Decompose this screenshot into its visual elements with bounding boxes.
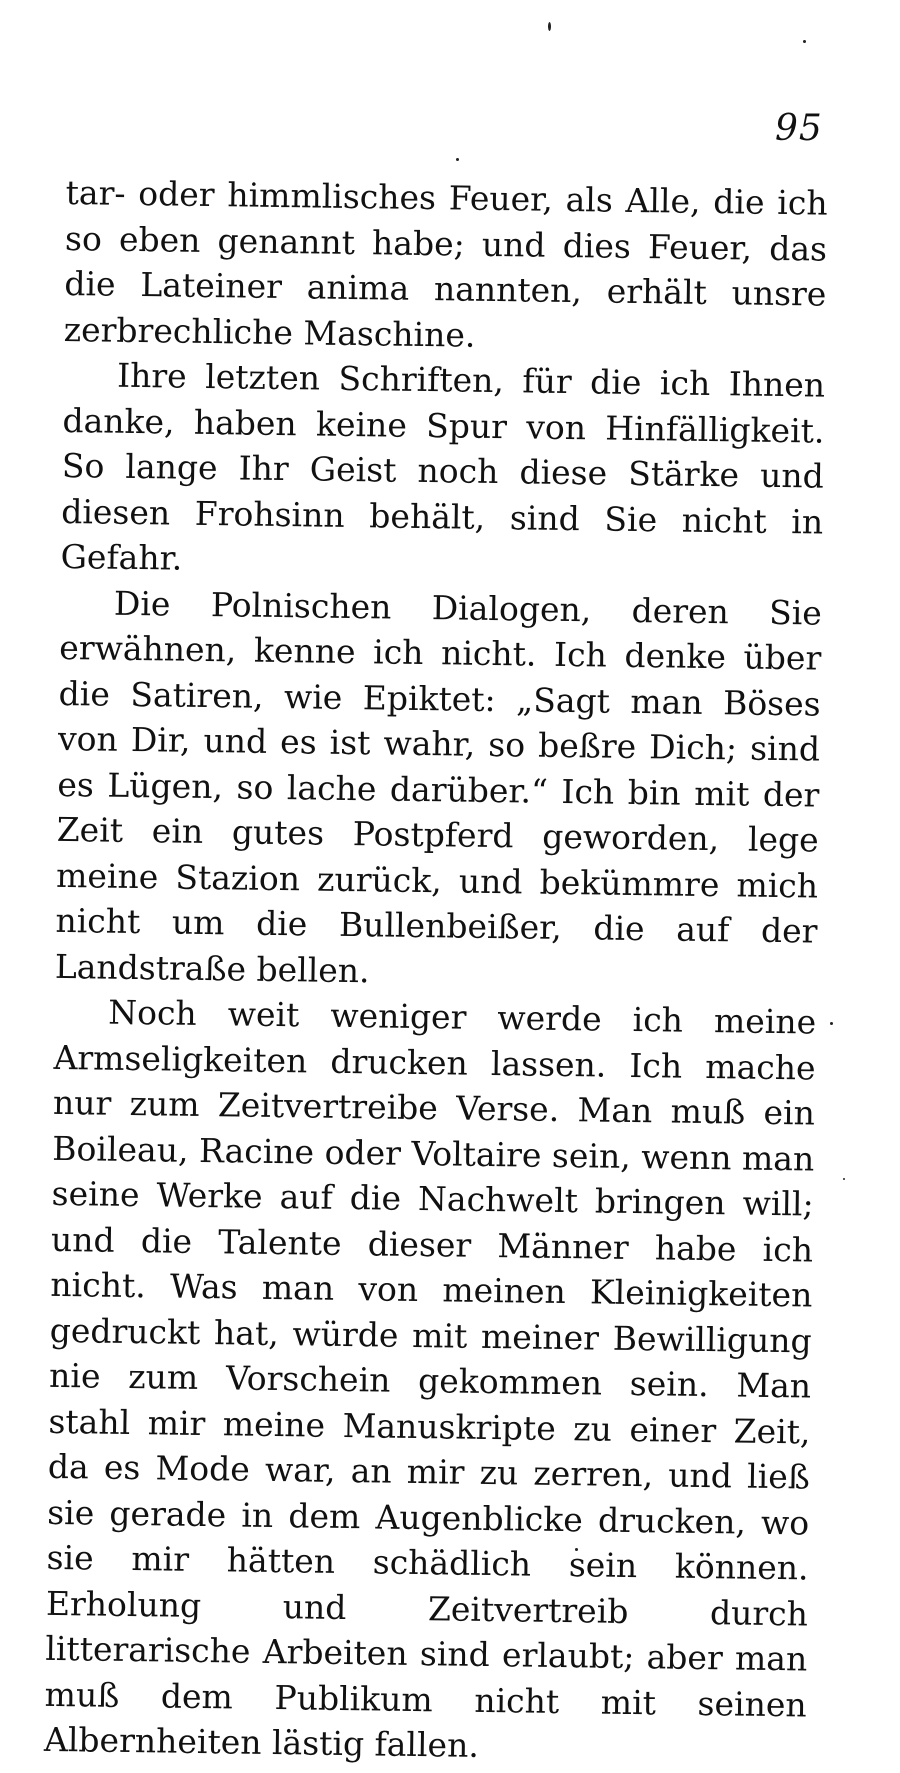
body-text [44,170,828,1773]
print-speck [803,40,806,43]
paragraph-3: Die Polnischen Dialogen, deren Sie erwähnen, kenne ich nicht. Ich denke über die Satiren, wie Epiktet: „Sagt man Böses von Dir, und es ist wahr, so beßre Dich; sind es Lügen, so lache darüber.“ Ich bin mit der Zeit ein gutes Postpferd geworden, lege meine Stazion zurück, und bekümmre mich nicht um die Bullenbeißer, die auf der Landstraße bellen. [54,583,823,990]
print-speck [548,22,551,31]
paragraph-2: Ihre letzten Schriften, für die ich Ihnen danke, haben keine Spur von Hinfälligkeit. So lange Ihr Geist noch diese Stärke und diesen Frohsinn behält, sind Sie nicht in Gefahr. [60,355,826,578]
print-speck [456,158,459,161]
print-speck [843,1178,845,1180]
paragraph-4: Noch weit weniger werde ich meine Armseligkeiten drucken lassen. Ich mache nur zum Zeitvertreibe Verse. Man muß ein Boileau, Racine oder Voltaire sein, wenn man seine Werke auf die Nachwelt bringen will; und die Talente dieser Männer habe ich nicht. Was man von meinen Kleinigkeiten gedruckt hat, würde mit meiner Bewilligung nie zum Vorschein gekommen sein. Man stahl mir meine Manuskripte zu einer Zeit, da es Mode war, an mir zu zerren, und ließ sie gerade in dem Augenblicke drucken, wo sie mir hätten schädlich sein können. Erholung und Zeitvertreib durch litterarische Arbeiten sind erlaubt; aber man muß dem Publikum nicht mit seinen Albernheiten lästig fallen. [43,992,817,1765]
paragraph-1: tar- oder himmlisches Feuer, als Alle, die ich so eben genannt habe; und dies Feuer, das die Lateiner anima nannten, erhält unsre zerbrechliche Maschine. [63,172,828,355]
page-number: 95 [775,108,823,149]
print-speck [830,1022,833,1025]
